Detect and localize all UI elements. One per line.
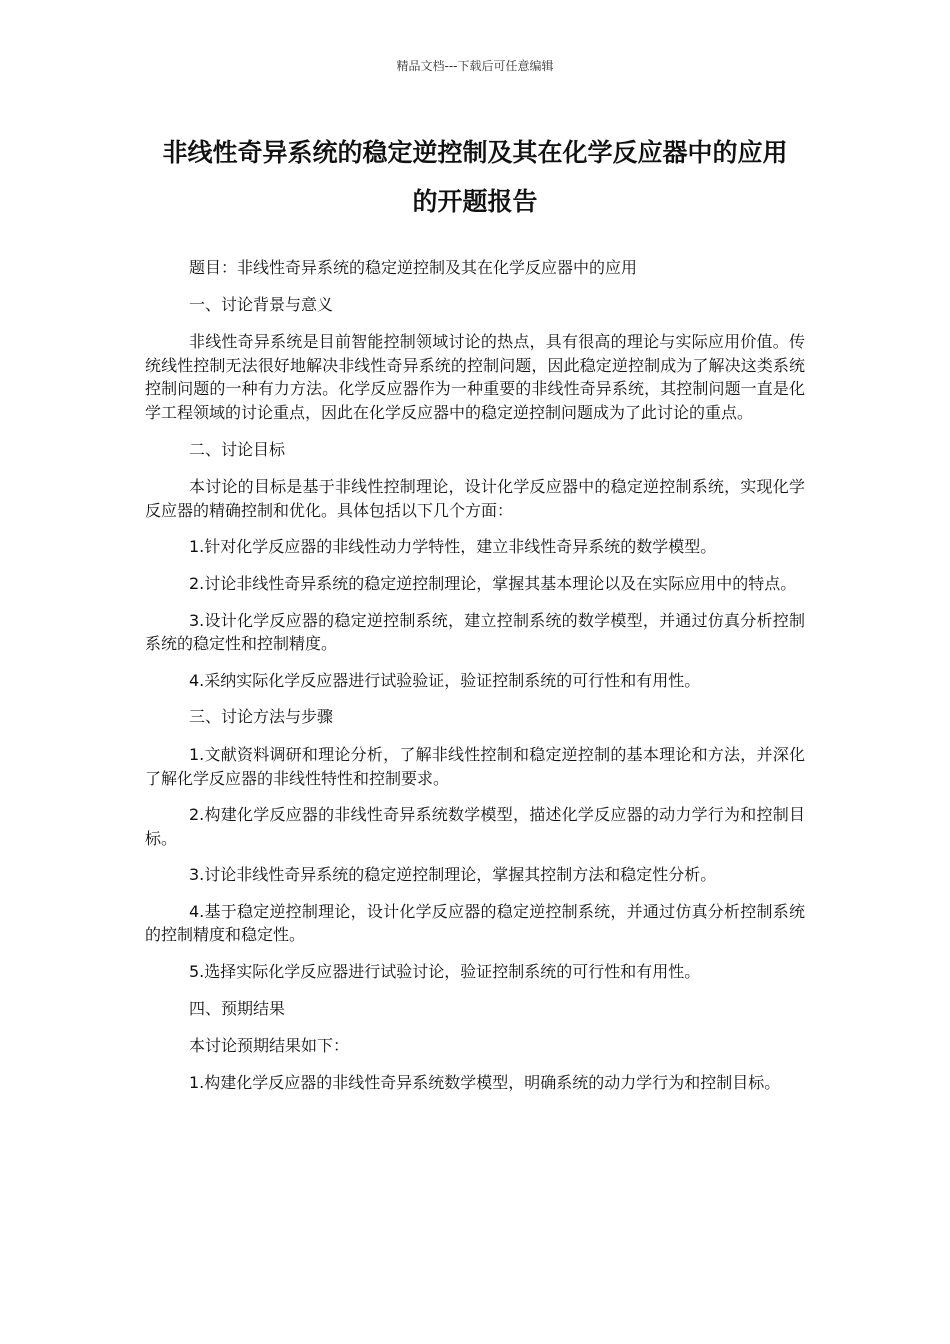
section-heading-goals: 二、讨论目标 — [189, 439, 286, 459]
method-item-2: 2.构建化学反应器的非线性奇异系统数学模型，描述化学反应器的动力学行为和控制目标。 — [145, 805, 805, 848]
method-item-4: 4.基于稳定逆控制理论，设计化学反应器的稳定逆控制系统，并通过仿真分析控制系统的控制精度和稳定性。 — [145, 901, 805, 945]
title-line-2: 的开题报告 — [412, 187, 538, 216]
method-item-3: 3.讨论非线性奇异系统的稳定逆控制理论，掌握其控制方法和稳定性分析。 — [189, 865, 717, 885]
goal-item-2: 2.讨论非线性奇异系统的稳定逆控制理论，掌握其基本理论以及在实际应用中的特点。 — [189, 573, 797, 593]
section-heading-background: 一、讨论背景与意义 — [189, 294, 334, 314]
paragraph-results-intro: 本讨论预期结果如下： — [189, 1036, 350, 1056]
document-title — [0, 128, 950, 226]
method-item-1: 1.文献资料调研和理论分析，了解非线性控制和稳定逆控制的基本理论和方法，并深化了解化学反应器的非线性特性和控制要求。 — [145, 744, 805, 788]
section-heading-methods: 三、讨论方法与步骤 — [189, 707, 334, 727]
topic-line: 题目：非线性奇异系统的稳定逆控制及其在化学反应器中的应用 — [189, 258, 638, 277]
title-line-1: 非线性奇异系统的稳定逆控制及其在化学反应器中的应用 — [162, 138, 788, 167]
paragraph-background: 非线性奇异系统是目前智能控制领域讨论的热点，具有很高的理论与实际应用价值。传统线性控制无法很好地解决非线性奇异系统的控制问题，因此稳定逆控制成为了解决这类系统控制问题的一种有力方法。化学反应器作为一种重要的非线性奇异系统，其控制问题一直是化学工程领域的讨论重点，因此在化学反应器中的稳定逆控制问题成为了此讨论的重点。 — [145, 332, 805, 422]
page-header: 精品文档---下载后可任意编辑 — [396, 59, 554, 73]
goal-item-3: 3.设计化学反应器的稳定逆控制系统，建立控制系统的数学模型，并通过仿真分析控制系统的稳定性和控制精度。 — [145, 610, 805, 654]
document-body — [145, 256, 805, 1107]
goal-item-1: 1.针对化学反应器的非线性动力学特性，建立非线性奇异系统的数学模型。 — [189, 537, 717, 557]
method-item-5: 5.选择实际化学反应器进行试验讨论，验证控制系统的可行性和有用性。 — [189, 962, 701, 982]
paragraph-goals-intro: 本讨论的目标是基于非线性控制理论，设计化学反应器中的稳定逆控制系统，实现化学反应器的精确控制和优化。具体包括以下几个方面： — [145, 477, 805, 520]
result-item-1: 1.构建化学反应器的非线性奇异系统数学模型，明确系统的动力学行为和控制目标。 — [189, 1072, 781, 1092]
section-heading-results: 四、预期结果 — [189, 998, 286, 1018]
goal-item-4: 4.采纳实际化学反应器进行试验验证，验证控制系统的可行性和有用性。 — [189, 670, 701, 690]
